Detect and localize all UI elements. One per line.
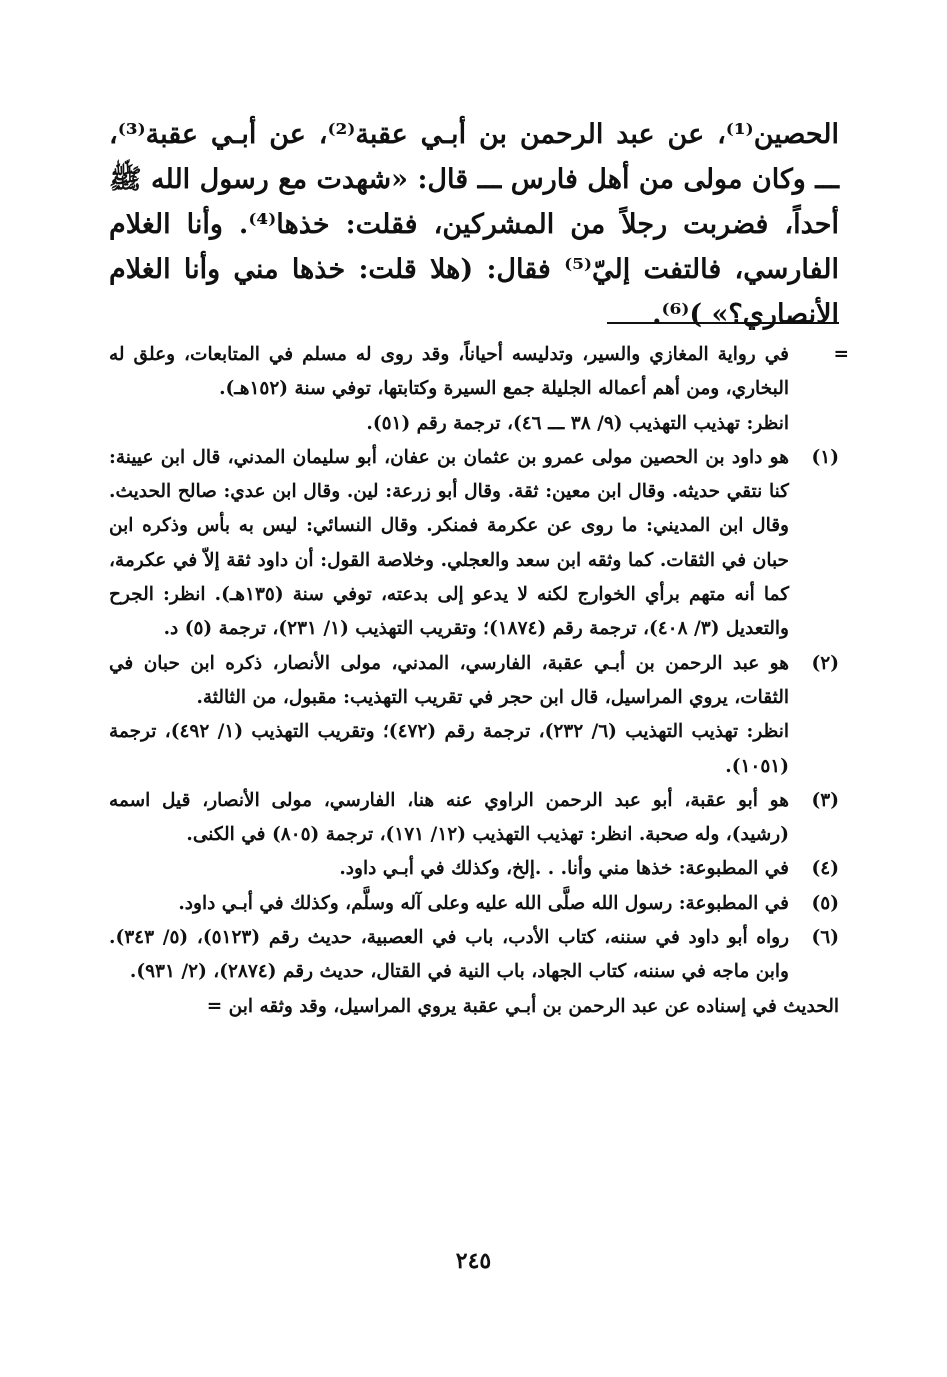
footnote-text: في رواية المغازي والسير، وتدليسه أحياناً، وقد روى له مسلم في المتابعات، وعلق له البخاري، ومن أهم أعماله الجليلة جمع السيرة وكتابتها، توفي سنة (١٥٢هـ).: [109, 344, 789, 400]
footnote-text: هو أبو عقبة، أبو عبد الرحمن الراوي عنه هنا، الفارسي، مولى الأنصار، قيل اسمه (رشيد)، وله صحبة. انظر: تهذيب التهذيب (١٢/ ١٧١)، ترجمة (٨٠٥) في الكنى.: [109, 789, 789, 846]
footnote-1: [109, 441, 839, 647]
footnote-continuation: [109, 338, 849, 441]
footnote-number: (٢): [811, 652, 839, 674]
footnote-number: =: [833, 344, 849, 365]
footnote-2: [109, 647, 839, 784]
footnote-text: رواه أبو داود في سننه، كتاب الأدب، باب في العصبية، حديث رقم (٥١٢٣)، (٥/ ٣٤٣). وابن ماجه في سننه، كتاب الجهاد، باب النية في القتال، حديث رقم (٢٨٧٤)، (٢/ ٩٣١).: [109, 927, 790, 983]
footnotes: [109, 338, 849, 1024]
main-paragraph: الحصين⁽¹⁾، عن عبد الرحمن بن أبـي عقبة⁽²⁾، عن أبـي عقبة⁽³⁾، ـــ وكان مولى من أهل فارس ـــ قال: «شهدت مع رسول الله ﷺ أحداً، فضربت رجلاً من المشركين، فقلت: خذها⁽⁴⁾. وأنا الغلام الفارسي، فالتفت إليّ⁽⁵⁾ فقال: (هلا قلت: خذها مني وأنا الغلام الأنصاري؟» )⁽⁶⁾.: [109, 119, 839, 330]
footnote-text: انظر: تهذيب التهذيب (٩/ ٣٨ ـــ ٤٦)، ترجمة رقم (٥١).: [366, 412, 789, 434]
footnote-text: في المطبوعة: رسول الله صلَّى الله عليه وعلى آله وسلَّم، وكذلك في أبـي داود.: [178, 892, 789, 914]
footnote-text: في المطبوعة: خذها مني وأنا. . .إلخ، وكذلك في أبـي داود.: [339, 858, 789, 880]
footnote-number: (١): [811, 446, 839, 468]
footnote-number: (٦): [811, 927, 839, 949]
main-text: [109, 112, 839, 337]
footnote-text: انظر: تهذيب التهذيب (٦/ ٢٣٢)، ترجمة رقم (٤٧٢)؛ وتقريب التهذيب (١/ ٤٩٢)، ترجمة (١٠٥١).: [109, 721, 790, 777]
footnote-text: الحديث في إسناده عن عبد الرحمن بن أبـي عقبة يروي المراسيل، وقد وثقه ابن =: [206, 995, 839, 1017]
footnote-text: هو داود بن الحصين مولى عمرو بن عثمان بن عفان، أبو سليمان المدني، قال ابن عيينة: كنا نتقي حديثه. وقال ابن معين: ثقة. وقال أبو زرعة: لين. وقال ابن عدي: صالح الحديث. وقال ابن المديني: ما روى عن عكرمة فمنكر. وقال النسائي: ليس به بأس وذكره ابن حبان في الثقات. كما وثقه ابن سعد والعجلي. وخلاصة القول: أن داود ثقة إلاّ في عكرمة، كما أنه متهم برأي الخوارج لكنه لا يدعو إلى بدعته، توفي سنة (١٣٥هـ). انظر: الجرح والتعديل (٣/ ٤٠٨)، ترجمة رقم (١٨٧٤)؛ وتقريب التهذيب (١/ ٢٣١)، ترجمة (٥) د.: [109, 446, 790, 640]
footnote-text: هو عبد الرحمن بن أبـي عقبة، الفارسي، المدني، مولى الأنصار، ذكره ابن حبان في الثقات، يروي المراسيل، قال ابن حجر في تقريب التهذيب: مقبول، من الثالثة.: [109, 652, 789, 708]
page-number: ٢٤٥: [455, 1248, 492, 1274]
footnote-5: [109, 887, 839, 921]
footnote-number: (٣): [811, 789, 839, 811]
footnote-6-continued: [109, 990, 839, 1024]
footnote-3: [109, 784, 839, 853]
footnote-number: (٥): [811, 892, 839, 914]
footnote-number: (٤): [811, 858, 839, 880]
footnote-6: [109, 921, 839, 990]
footnote-separator: [607, 322, 839, 324]
footnote-4: [109, 852, 839, 886]
